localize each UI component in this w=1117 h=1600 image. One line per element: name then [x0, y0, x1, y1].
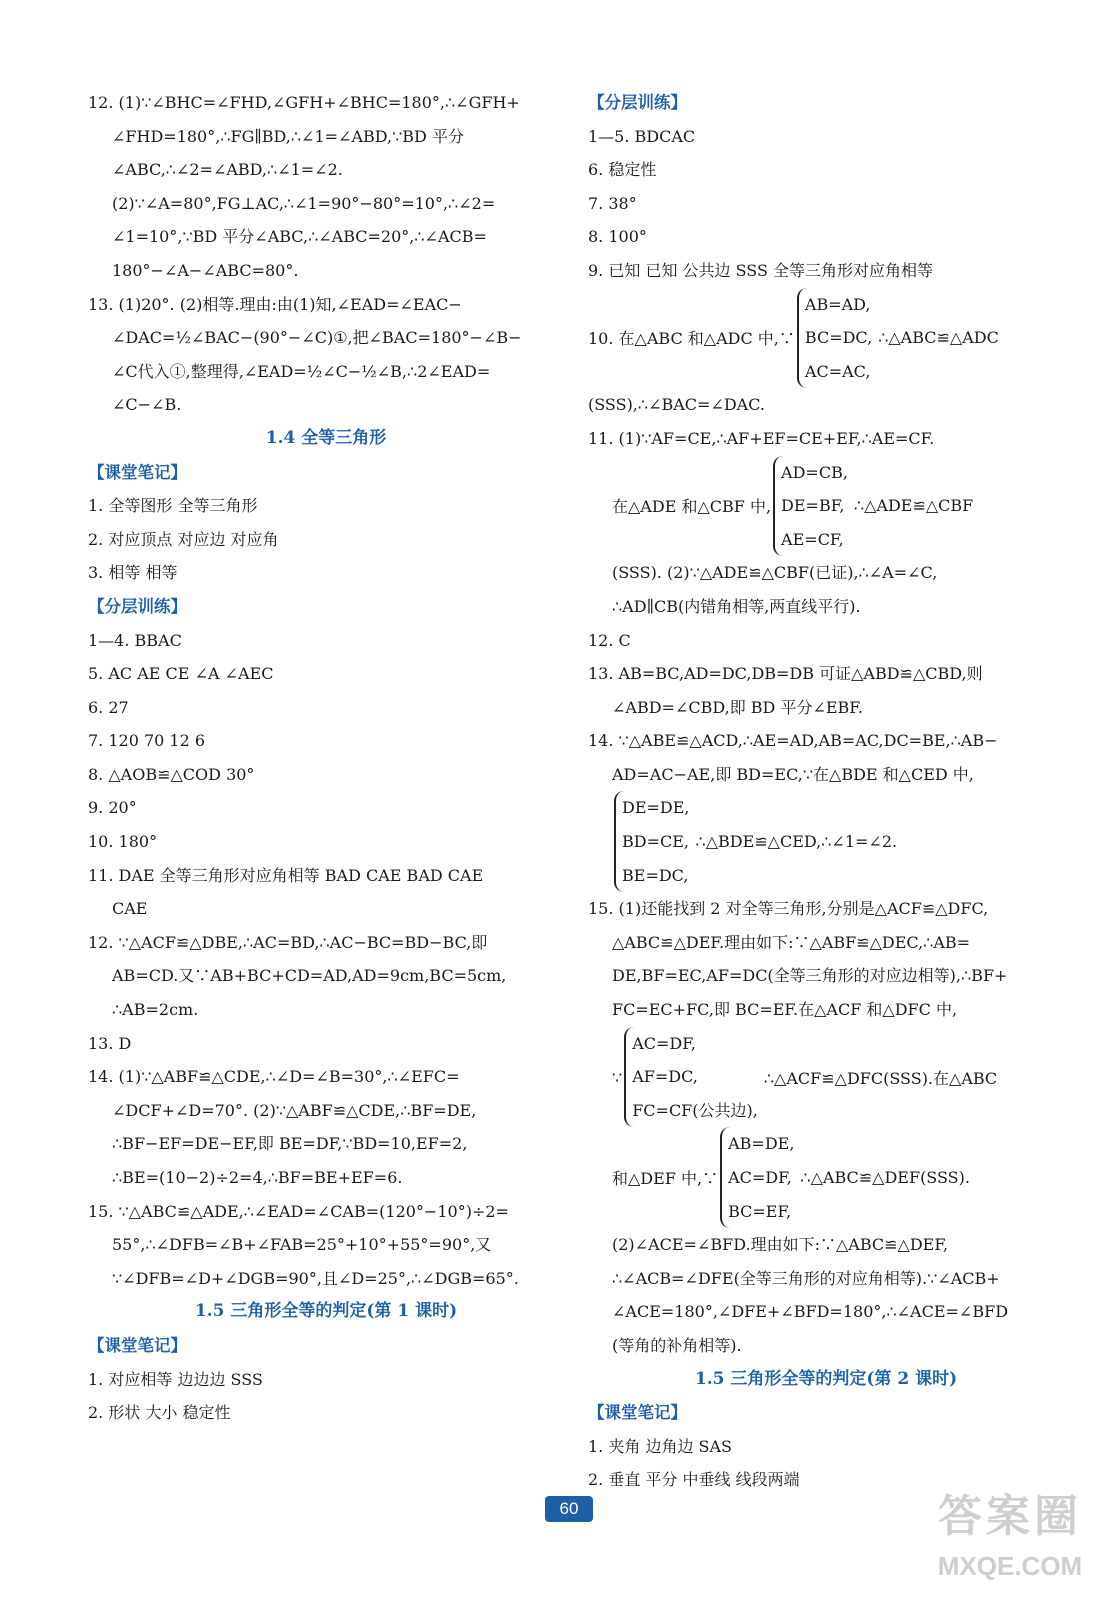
answer-line: 15. (1)还能找到 2 对全等三角形,分别是△ACF≌△DFC,: [588, 899, 989, 919]
answer-line: (2)∠ACE=∠BFD.理由如下:∵△ABC≌△DEF,: [612, 1235, 949, 1255]
answer-line: 15. ∵△ABC≌△ADE,∴∠EAD=∠CAB=(120°−10°)÷2=: [88, 1201, 509, 1221]
brace-prefix: 在△ADE 和△CBF 中,: [612, 497, 772, 517]
brace-system: [588, 288, 1064, 389]
answer-line: 6. 稳定性: [588, 160, 657, 180]
answer-line: (SSS). (2)∵△ADE≌△CBF(已证),∴∠A=∠C,: [612, 563, 938, 583]
brace-prefix: 10. 在△ABC 和△ADC 中,∵: [588, 329, 795, 349]
brace-line: AB=DE,: [728, 1134, 795, 1154]
watermark-logo: [915, 1488, 1105, 1596]
brace-lines: [797, 288, 872, 389]
brace-line: AC=AC,: [804, 361, 871, 381]
section-title: 1.5 三角形全等的判定(第 1 课时): [194, 1301, 458, 1322]
brace-line: AE=CF,: [781, 529, 844, 549]
answer-line: ∴AB=2cm.: [112, 1000, 199, 1020]
answer-line: ∴AD∥CB(内错角相等,两直线平行).: [612, 596, 861, 616]
answer-line: 14. (1)∵△ABF≌△CDE,∴∠D=∠B=30°,∴∠EFC=: [88, 1067, 460, 1087]
answer-line: 2. 对应顶点 对应边 对应角: [88, 529, 279, 549]
answer-line: 5. AC AE CE ∠A ∠AEC: [88, 664, 274, 684]
brace-line: AB=AD,: [804, 294, 871, 314]
answer-line: 2. 形状 大小 稳定性: [88, 1403, 231, 1423]
brace-line: BD=CE,: [622, 832, 689, 852]
answer-line: CAE: [112, 899, 148, 919]
brace-lines: [614, 791, 690, 892]
answer-line: 11. DAE 全等三角形对应角相等 BAD CAE BAD CAE: [88, 865, 484, 885]
section-label: 【课堂笔记】: [588, 1403, 687, 1423]
brace-line: BE=DC,: [622, 865, 689, 885]
answer-line: 6. 27: [88, 697, 129, 717]
brace-prefix: 和△DEF 中,∵: [612, 1169, 719, 1189]
answer-line: AD=AC−AE,即 BD=EC,∵在△BDE 和△CED 中,: [612, 764, 974, 784]
answer-line: 13. AB=BC,AD=DC,DB=DB 可证△ABD≌△CBD,则: [588, 664, 983, 684]
answer-line: ∠1=10°,∵BD 平分∠ABC,∴∠ABC=20°,∴∠ACB=: [112, 227, 487, 247]
watermark-text-top: 答案圈: [938, 1492, 1082, 1541]
answer-line: ∠ACE=180°,∠DFE+∠BFD=180°,∴∠ACE=∠BFD: [612, 1302, 1009, 1322]
brace-line: DE=DE,: [622, 798, 690, 818]
brace-suffix: ∴△ABC≌△ADC: [878, 328, 999, 348]
brace-suffix: ∴△BDE≌△CED,∴∠1=∠2.: [695, 832, 898, 852]
brace-prefix: ∵: [612, 1067, 623, 1087]
answer-line: 1. 夹角 边角边 SAS: [588, 1436, 733, 1456]
answer-line: 2. 垂直 平分 中垂线 线段两端: [588, 1470, 800, 1490]
answer-line: 10. 180°: [88, 832, 158, 852]
brace-line: AF=DC,: [632, 1067, 698, 1087]
answer-line: ∵∠DFB=∠D+∠DGB=90°,且∠D=25°,∴∠DGB=65°.: [112, 1268, 519, 1288]
answer-line: 8. 100°: [588, 227, 647, 247]
answer-line: 12. ∵△ACF≌△DBE,∴AC=BD,∴AC−BC=BD−BC,即: [88, 932, 488, 952]
answer-line: 8. △AOB≌△COD 30°: [88, 764, 255, 784]
answer-line: 55°,∴∠DFB=∠B+∠FAB=25°+10°+55°=90°,又: [112, 1235, 492, 1255]
answer-line: 12. C: [588, 630, 631, 650]
answer-line: 1. 对应相等 边边边 SSS: [88, 1369, 263, 1389]
brace-line: BC=EF,: [728, 1201, 792, 1221]
answer-line: 3. 相等 相等: [88, 563, 178, 583]
answer-line: ∠FHD=180°,∴FG∥BD,∴∠1=∠ABD,∵BD 平分: [112, 126, 464, 146]
answer-line: 12. (1)∵∠BHC=∠FHD,∠GFH+∠BHC=180°,∴∠GFH+: [88, 93, 520, 112]
brace-system: [588, 1027, 1064, 1128]
answer-line: (SSS),∴∠BAC=∠DAC.: [588, 395, 765, 415]
brace-line: BC=DC,: [804, 328, 873, 348]
answer-line: ∠C−∠B.: [112, 395, 182, 415]
answer-line: 180°−∠A−∠ABC=80°.: [112, 260, 299, 280]
brace-lines: [773, 456, 848, 557]
brace-lines: [624, 1027, 758, 1128]
brace-system: [588, 1127, 1064, 1228]
answer-line: ∠ABD=∠CBD,即 BD 平分∠EBF.: [612, 697, 864, 717]
answer-line: 1—4. BBAC: [88, 630, 182, 650]
watermark-text-bottom: MXQE.COM: [937, 1551, 1083, 1581]
answer-line: 1—5. BDCAC: [588, 126, 696, 146]
brace-suffix: ∴△ABC≌△DEF(SSS).: [800, 1168, 970, 1188]
brace-suffix: ∴△ADE≌△CBF: [853, 496, 974, 516]
answer-line: ∠DAC=½∠BAC−(90°−∠C)①,把∠BAC=180°−∠B−: [112, 328, 522, 348]
answer-line: (2)∵∠A=80°,FG⊥AC,∴∠1=90°−80°=10°,∴∠2=: [112, 193, 496, 213]
section-label: 【课堂笔记】: [88, 462, 187, 482]
answer-line: 9. 已知 已知 公共边 SSS 全等三角形对应角相等: [588, 260, 934, 280]
brace-line: FC=CF(公共边),: [632, 1100, 758, 1120]
answer-line: ∴BF−EF=DE−EF,即 BE=DF,∵BD=10,EF=2,: [112, 1134, 468, 1154]
answer-line: DE,BF=EC,AF=DC(全等三角形的对应边相等),∴BF+: [612, 966, 1008, 986]
brace-suffix: ∴△ACF≌△DFC(SSS).在△ABC: [763, 1068, 998, 1088]
answer-line: 7. 38°: [588, 193, 637, 213]
brace-line: DE=BF,: [781, 496, 845, 516]
answer-line: ∠C代入①,整理得,∠EAD=½∠C−½∠B,∴2∠EAD=: [112, 361, 491, 381]
brace-line: AC=DF,: [632, 1033, 696, 1053]
answer-line: 14. ∵△ABE≌△ACD,∴AE=AD,AB=AC,DC=BE,∴AB−: [588, 731, 998, 751]
section-label: 【分层训练】: [88, 596, 187, 616]
right-column: [588, 86, 1064, 1497]
section-title: 1.4 全等三角形: [265, 427, 387, 448]
answer-line: △ABC≌△DEF.理由如下:∵△ABF≌△DEC,∴AB=: [612, 932, 971, 952]
brace-lines: [720, 1127, 794, 1228]
answer-line: ∠DCF+∠D=70°. (2)∵△ABF≌△CDE,∴BF=DE,: [112, 1100, 477, 1120]
answer-line: 1. 全等图形 全等三角形: [88, 496, 258, 516]
answer-line: 13. (1)20°. (2)相等.理由:由(1)知,∠EAD=∠EAC−: [88, 294, 462, 314]
brace-line: AC=DF,: [728, 1168, 792, 1187]
answer-line: ∴∠ACB=∠DFE(全等三角形的对应角相等).∵∠ACB+: [612, 1268, 1000, 1288]
section-title: 1.5 三角形全等的判定(第 2 课时): [694, 1368, 958, 1389]
answer-line: 13. D: [88, 1033, 132, 1053]
answer-line: (等角的补角相等).: [612, 1335, 742, 1355]
section-label: 【分层训练】: [588, 93, 687, 112]
answer-line: FC=EC+FC,即 BC=EF.在△ACF 和△DFC 中,: [612, 1000, 958, 1020]
answer-line: ∠ABC,∴∠2=∠ABD,∴∠1=∠2.: [112, 160, 343, 180]
answer-line: 7. 120 70 12 6: [88, 731, 206, 751]
section-label: 【课堂笔记】: [88, 1335, 187, 1355]
answer-line: AB=CD.又∵AB+BC+CD=AD,AD=9cm,BC=5cm,: [112, 966, 507, 986]
answer-line: ∴BE=(10−2)÷2=4,∴BF=BE+EF=6.: [112, 1168, 403, 1187]
answer-line: 9. 20°: [88, 798, 137, 818]
answer-line: 11. (1)∵AF=CE,∴AF+EF=CE+EF,∴AE=CF.: [588, 428, 935, 448]
brace-system: [588, 456, 1064, 557]
brace-line: AD=CB,: [781, 462, 848, 482]
page-number: 60: [545, 1496, 593, 1522]
brace-system: [588, 791, 1064, 892]
left-column: [88, 86, 564, 1430]
